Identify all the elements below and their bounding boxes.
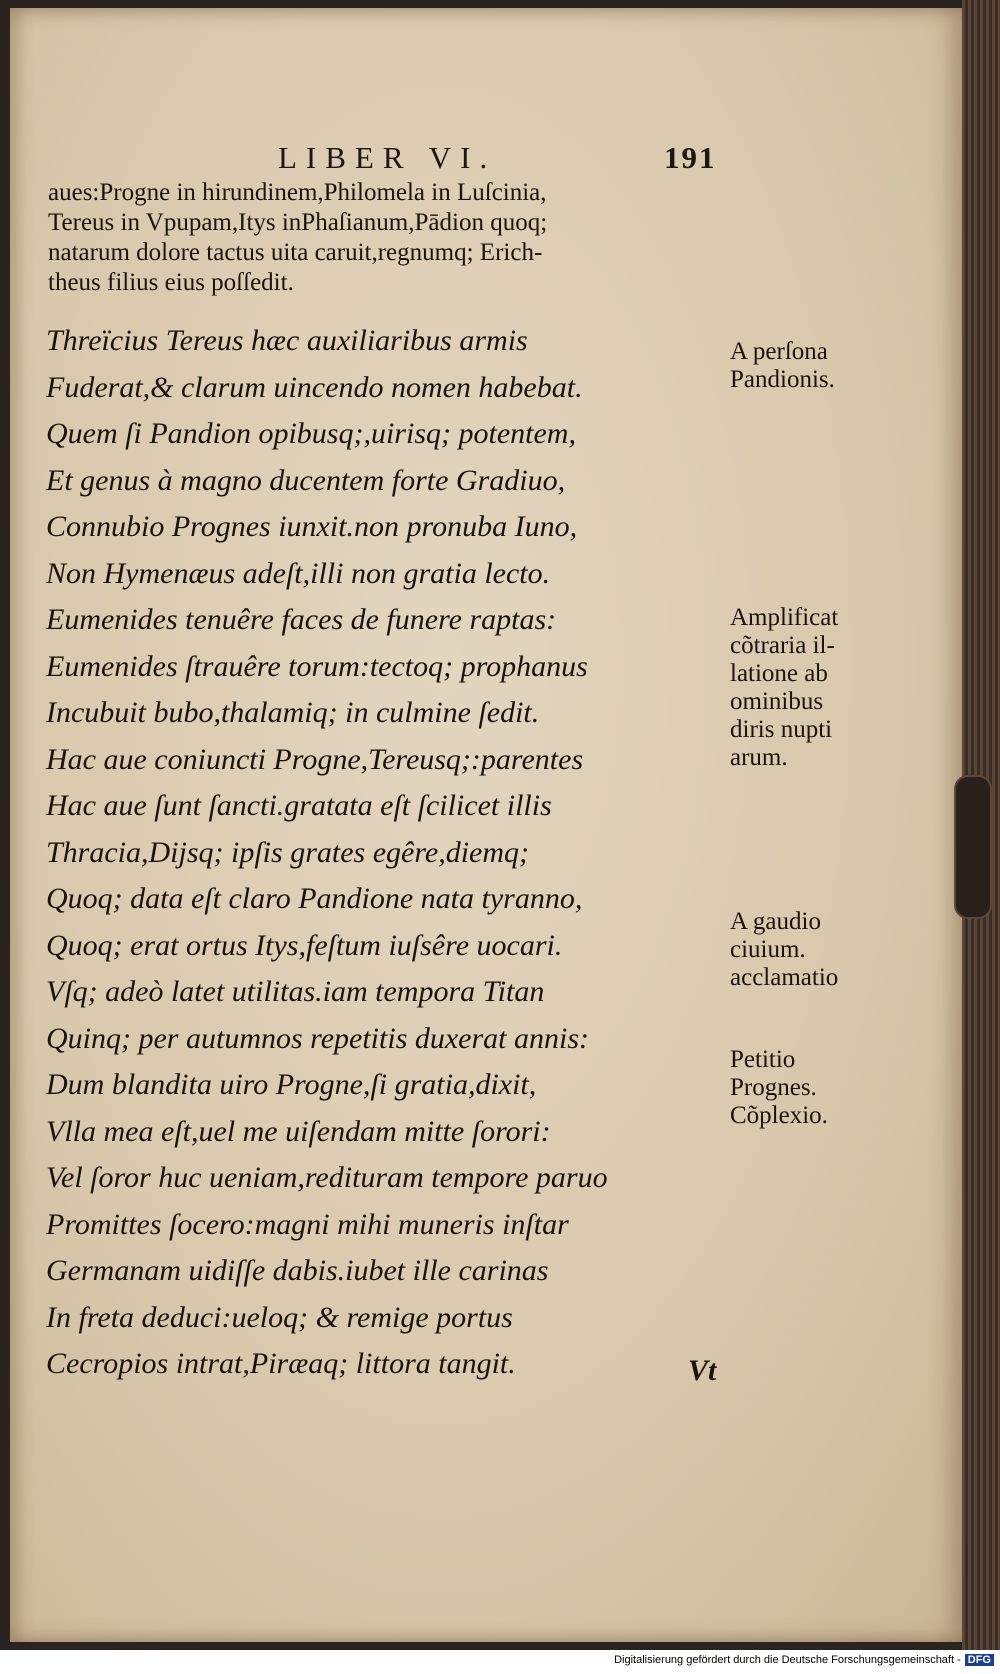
verse-line: Vſq; adeò latet utilitas.iam tempora Titan xyxy=(46,975,545,1008)
margin-note-line: Prognes. xyxy=(730,1074,817,1101)
margin-note xyxy=(730,908,838,992)
margin-note-line: Amplificat xyxy=(730,604,839,631)
verse-line: Thracia,Dijsq; ipſis grates egêre,diemq; xyxy=(46,835,530,869)
verse-line: Quinq; per autumnos repetitis duxerat annis: xyxy=(46,1021,590,1055)
margin-note-line: Cõplexio. xyxy=(730,1102,828,1129)
prose-line: Tereus in Vpupam,Itys inPhaſianum,Pādion quoq; xyxy=(48,209,548,236)
verse-line: Quem ſi Pandion opibusq;,uirisq; potentem, xyxy=(46,417,576,450)
verse-line: Quoq; erat ortus Itys,feſtum iuſsêre uocari. xyxy=(46,928,563,962)
margin-note-line: latione ab xyxy=(730,660,828,687)
footer-text: Digitalisierung gefördert durch die Deutsche Forschungsgemeinschaft - xyxy=(614,1654,961,1666)
margin-note-line: ominibus xyxy=(730,688,824,715)
header-title: LIBER VI. xyxy=(278,140,497,175)
verse-line: Eumenides tenuêre faces de funere raptas: xyxy=(46,603,557,636)
verse-line: Hac aue coniuncti Progne,Tereusq;:parentes xyxy=(46,742,584,776)
book-clasp xyxy=(954,775,992,919)
margin-note-line: cõtraria il- xyxy=(730,632,835,659)
book-page xyxy=(10,8,976,1642)
verse-line: Germanam uidiſſe dabis.iubet ille carinas xyxy=(46,1254,549,1287)
verse-line: Quoq; data eſt claro Pandione nata tyranno, xyxy=(46,882,583,915)
margin-note-line: ciuium. xyxy=(730,936,806,963)
verse-line: Fuderat,& clarum uincendo nomen habebat. xyxy=(46,370,583,404)
page-number: 191 xyxy=(664,140,717,175)
margin-note-line: A gaudio xyxy=(730,908,821,935)
verse-line: In freta deduci:ueloq; & remige portus xyxy=(46,1300,513,1334)
margin-note xyxy=(730,604,838,772)
margin-note-line: arum. xyxy=(730,744,788,771)
margin-note-line: acclamatio xyxy=(730,964,839,991)
running-header xyxy=(10,140,970,180)
footer-credit xyxy=(614,1654,994,1666)
verse-line: Connubio Prognes iunxit.non pronuba Iuno, xyxy=(46,510,578,543)
verse-line: Eumenides ſtrauêre torum:tectoq; prophanus xyxy=(46,649,588,683)
verse-line: Promittes ſocero:magni mihi muneris inſtar xyxy=(46,1207,569,1241)
prose-line: theus filius eius poſſedit. xyxy=(48,269,294,296)
margin-note-line: Pandionis. xyxy=(730,366,835,393)
catchword: Vt xyxy=(688,1354,717,1387)
verse-line: Dum blandita uiro Progne,ſi gratia,dixit, xyxy=(46,1068,537,1101)
margin-note xyxy=(730,338,835,394)
prose-line: natarum dolore tactus uita caruit,regnumq; Erich- xyxy=(48,239,543,266)
dfg-logo: DFG xyxy=(965,1654,994,1666)
margin-note-line: A perſona xyxy=(730,338,828,365)
verse-line: Threïcius Tereus hæc auxiliaribus armis xyxy=(46,324,528,357)
verse-line: Incubuit bubo,thalamiq; in culmine ſedit. xyxy=(46,696,540,729)
margin-note-line: Petitio xyxy=(730,1046,796,1073)
verse-line: Vel ſoror huc ueniam,redituram tempore paruo xyxy=(46,1161,608,1194)
prose-line: aues:Progne in hirundinem,Philomela in Luſcinia, xyxy=(48,179,547,206)
verse-line: Hac aue ſunt ſancti.gratata eſt ſcilicet illis xyxy=(46,789,552,822)
verse-line: Non Hymenæus adeſt,illi non gratia lecto. xyxy=(46,556,551,590)
prose-argument xyxy=(48,178,748,298)
verse-block xyxy=(46,318,706,1388)
margin-note xyxy=(730,1046,828,1130)
verse-line: Vlla mea eſt,uel me uiſendam mitte ſorori: xyxy=(46,1114,551,1148)
verse-line: Et genus à magno ducentem forte Gradiuo, xyxy=(46,463,566,497)
verse-line: Cecropios intrat,Piræaq; littora tangit. xyxy=(46,1347,516,1380)
margin-note-line: diris nupti xyxy=(730,716,833,743)
